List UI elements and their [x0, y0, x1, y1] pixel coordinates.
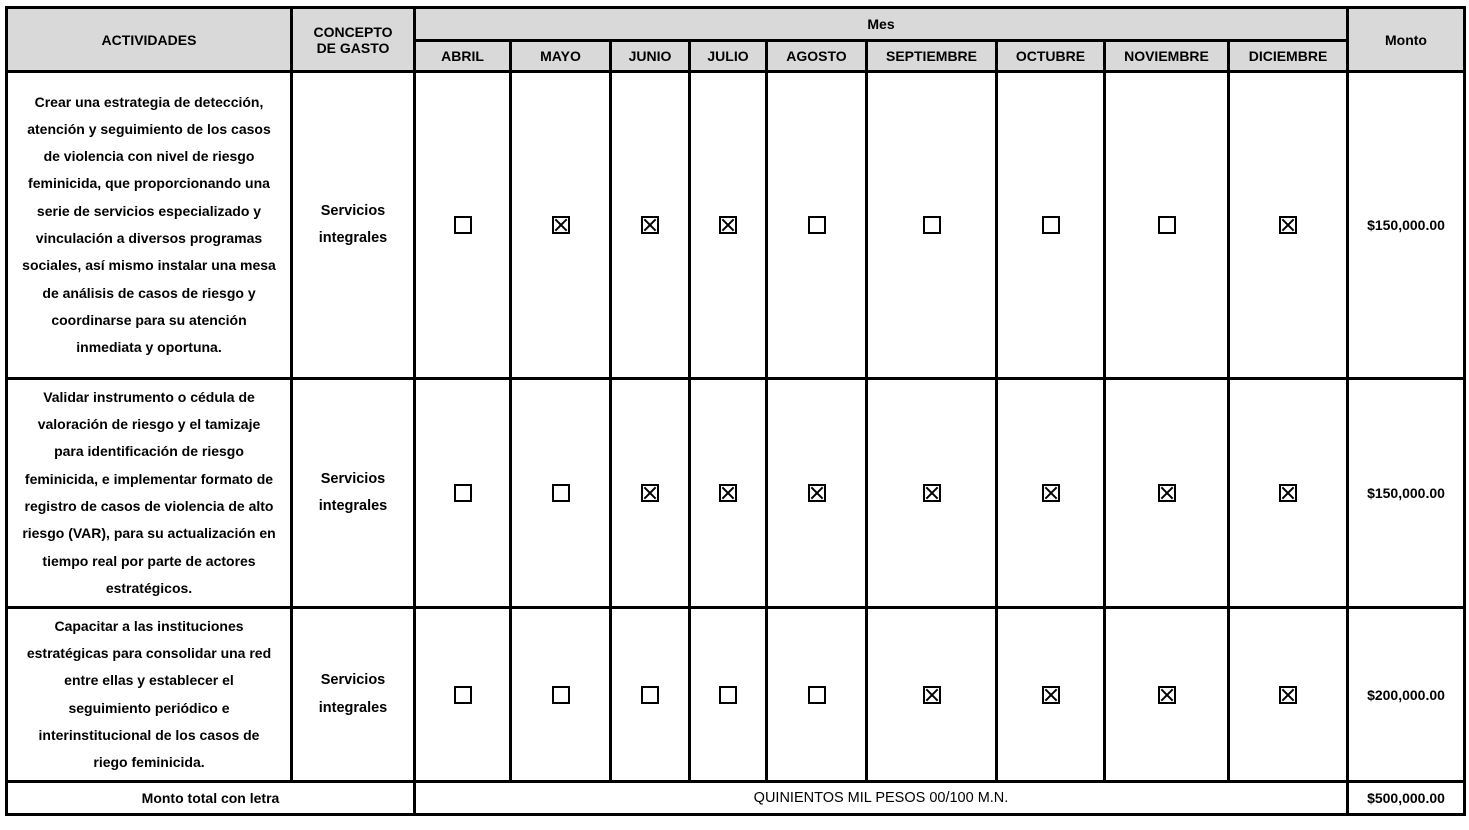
- month-cell: [867, 72, 997, 379]
- month-cell: [511, 72, 611, 379]
- month-cell: [997, 72, 1105, 379]
- month-cell: [1105, 608, 1229, 782]
- month-cell: [415, 72, 511, 379]
- concept-cell: [292, 608, 415, 782]
- month-checkbox-checked[interactable]: [1279, 686, 1297, 704]
- month-cell: [867, 608, 997, 782]
- month-checkbox-unchecked[interactable]: [808, 686, 826, 704]
- concept-header-line1: CONCEPTO: [313, 23, 393, 40]
- concept-line1: Servicios: [320, 202, 386, 219]
- month-checkbox-unchecked[interactable]: [454, 686, 472, 704]
- month-checkbox-unchecked[interactable]: [719, 686, 737, 704]
- total-row: [7, 782, 1465, 815]
- month-header: JUNIO: [611, 41, 690, 72]
- month-header: OCTUBRE: [997, 41, 1105, 72]
- month-checkbox-checked[interactable]: [1042, 484, 1060, 502]
- month-cell: [767, 608, 867, 782]
- activity-cell: Capacitar a las instituciones estratégicas para consolidar una red entre ellas y establecer el seguimiento periódico e interinstitucional de los casos de riego feminicida.: [7, 608, 292, 782]
- month-checkbox-unchecked[interactable]: [454, 484, 472, 502]
- month-cell: [1229, 608, 1348, 782]
- total-amount: $500,000.00: [1348, 782, 1465, 815]
- month-cell: [611, 72, 690, 379]
- table-row: [7, 608, 1465, 782]
- month-checkbox-unchecked[interactable]: [1158, 216, 1176, 234]
- month-header: SEPTIEMBRE: [867, 41, 997, 72]
- amount-header: Monto: [1348, 8, 1465, 72]
- month-cell: [767, 379, 867, 608]
- month-checkbox-checked[interactable]: [808, 484, 826, 502]
- month-checkbox-unchecked[interactable]: [641, 686, 659, 704]
- month-cell: [690, 379, 767, 608]
- month-checkbox-checked[interactable]: [552, 216, 570, 234]
- concept-cell: [292, 379, 415, 608]
- month-header: NOVIEMBRE: [1105, 41, 1229, 72]
- month-header: ABRIL: [415, 41, 511, 72]
- month-cell: [767, 72, 867, 379]
- month-checkbox-checked[interactable]: [641, 484, 659, 502]
- month-cell: [511, 608, 611, 782]
- table-row: [7, 72, 1465, 379]
- month-checkbox-checked[interactable]: [719, 216, 737, 234]
- concept-line2: integrales: [318, 498, 388, 514]
- concept-header-line2: DE GASTO: [316, 39, 390, 56]
- month-checkbox-checked[interactable]: [1158, 686, 1176, 704]
- concept-line1: Servicios: [320, 470, 386, 487]
- month-cell: [997, 379, 1105, 608]
- month-checkbox-checked[interactable]: [923, 484, 941, 502]
- month-cell: [690, 72, 767, 379]
- amount-cell: $150,000.00: [1348, 379, 1465, 608]
- table-row: [7, 379, 1465, 608]
- amount-cell: $200,000.00: [1348, 608, 1465, 782]
- month-checkbox-checked[interactable]: [719, 484, 737, 502]
- total-label: Monto total con letra: [7, 782, 415, 815]
- month-cell: [1105, 379, 1229, 608]
- month-cell: [611, 379, 690, 608]
- activities-header: ACTIVIDADES: [7, 8, 292, 72]
- month-checkbox-checked[interactable]: [641, 216, 659, 234]
- month-checkbox-checked[interactable]: [1279, 484, 1297, 502]
- amount-cell: $150,000.00: [1348, 72, 1465, 379]
- month-header: JULIO: [690, 41, 767, 72]
- total-amount-in-words: QUINIENTOS MIL PESOS 00/100 M.N.: [415, 782, 1348, 815]
- month-checkbox-unchecked[interactable]: [552, 484, 570, 502]
- month-cell: [1229, 379, 1348, 608]
- activity-cell: Crear una estrategia de detección, atención y seguimiento de los casos de violencia con nivel de riesgo feminicida, que proporcionando una serie de servicios especializado y vinculación a diversos programas sociales, así mismo instalar una mesa de análisis de casos de riesgo y coordinarse para su atención inmediata y oportuna.: [7, 72, 292, 379]
- month-header: MAYO: [511, 41, 611, 72]
- concept-line2: integrales: [318, 699, 388, 716]
- concept-cell: [292, 72, 415, 379]
- concept-header: [292, 8, 415, 72]
- activity-cell: Validar instrumento o cédula de valoración de riesgo y el tamizaje para identificación de riesgo feminicida, e implementar formato de registro de casos de violencia de alto riesgo (VAR), para su actualización en tiempo real por parte de actores estratégicos.: [7, 379, 292, 608]
- month-cell: [690, 608, 767, 782]
- month-header: DICIEMBRE: [1229, 41, 1348, 72]
- month-checkbox-checked[interactable]: [1042, 686, 1060, 704]
- month-checkbox-checked[interactable]: [1158, 484, 1176, 502]
- month-cell: [511, 379, 611, 608]
- month-checkbox-unchecked[interactable]: [808, 216, 826, 234]
- concept-line2: integrales: [318, 230, 388, 246]
- month-cell: [997, 608, 1105, 782]
- month-cell: [611, 608, 690, 782]
- month-checkbox-unchecked[interactable]: [1042, 216, 1060, 234]
- month-cell: [1105, 72, 1229, 379]
- month-group-header: Mes: [415, 8, 1348, 41]
- concept-line1: Servicios: [320, 672, 386, 688]
- month-checkbox-unchecked[interactable]: [552, 686, 570, 704]
- month-checkbox-unchecked[interactable]: [923, 216, 941, 234]
- activities-schedule-table: [5, 6, 1466, 816]
- month-checkbox-unchecked[interactable]: [454, 216, 472, 234]
- month-checkbox-checked[interactable]: [1279, 216, 1297, 234]
- month-checkbox-checked[interactable]: [923, 686, 941, 704]
- month-cell: [415, 608, 511, 782]
- month-cell: [867, 379, 997, 608]
- month-cell: [415, 379, 511, 608]
- month-header: AGOSTO: [767, 41, 867, 72]
- month-cell: [1229, 72, 1348, 379]
